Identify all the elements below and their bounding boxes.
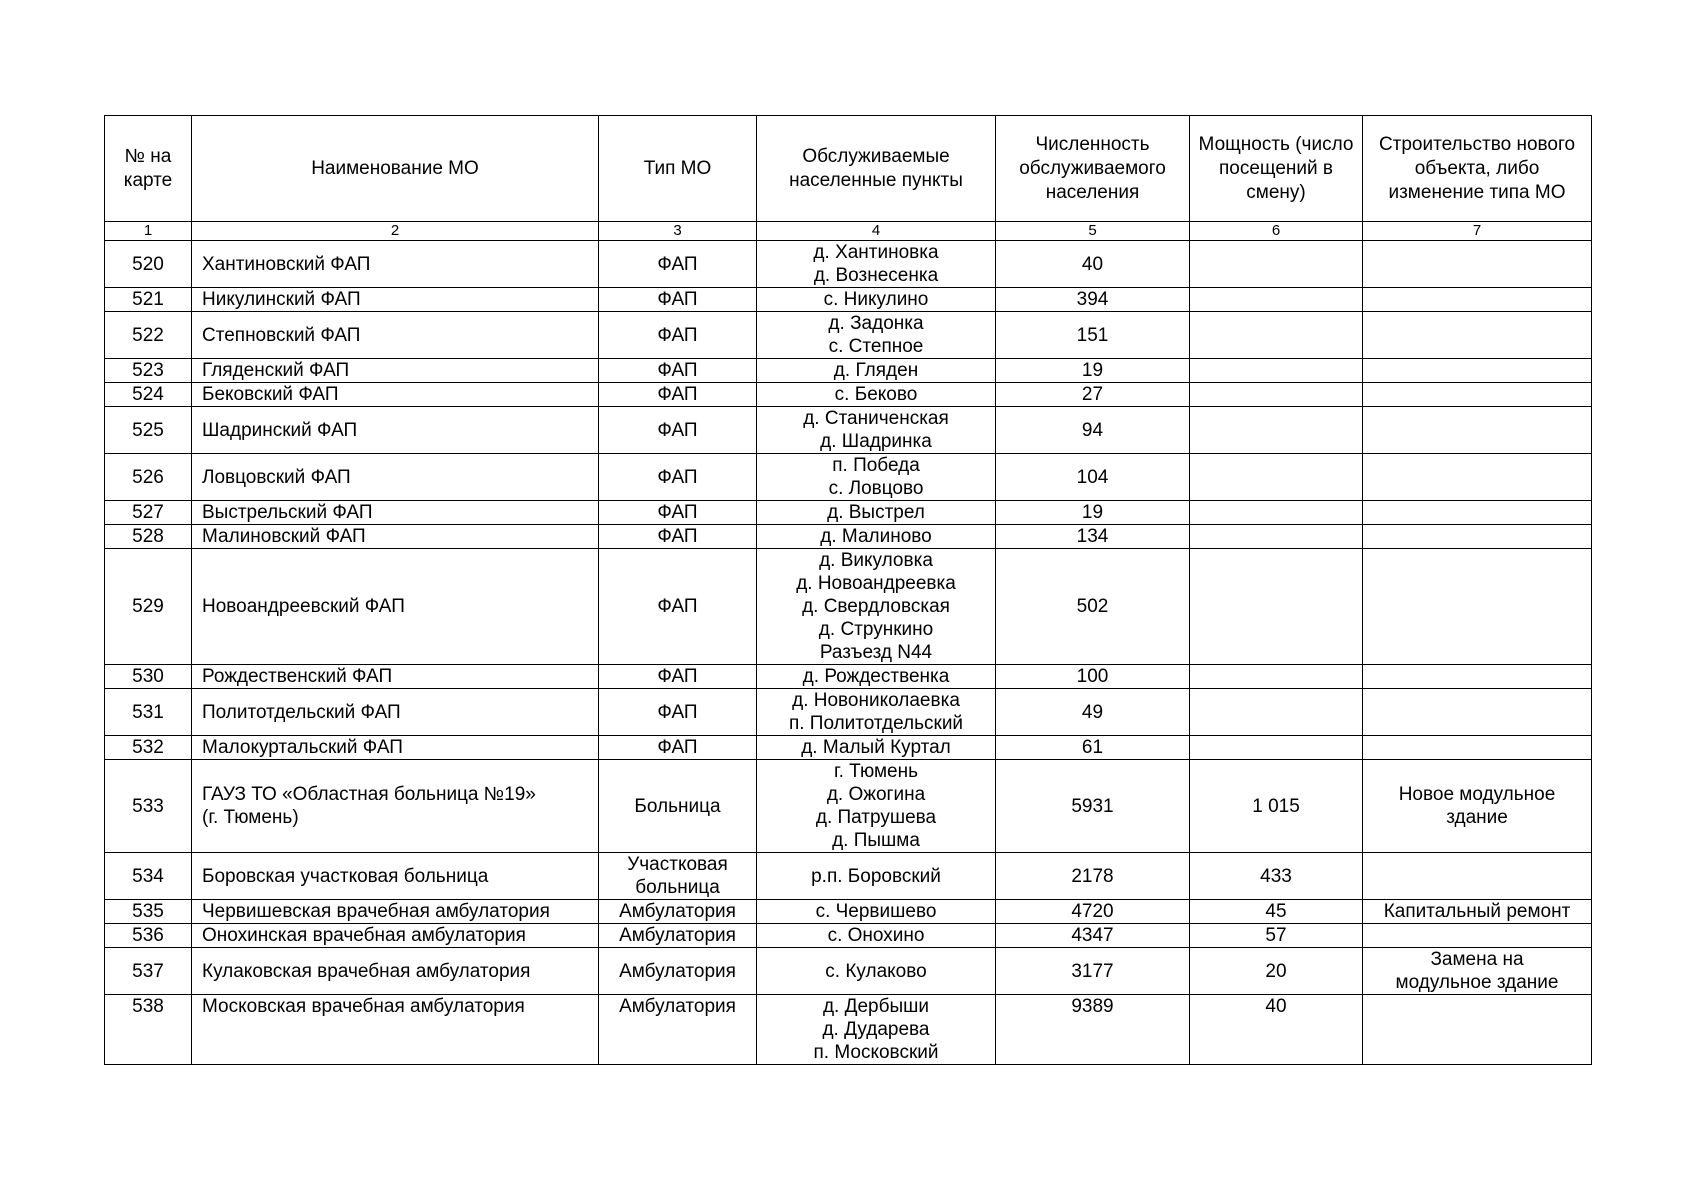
construction-cell — [1363, 853, 1592, 900]
settlement-item: д. Дербыши — [822, 996, 930, 1017]
settlement-item: с. Степное — [828, 336, 924, 357]
population-cell: 502 — [996, 549, 1190, 665]
capacity-cell — [1190, 501, 1363, 525]
mo-type-cell: ФАП — [599, 312, 757, 359]
header-row — [105, 116, 1592, 222]
map-number-cell: 532 — [105, 736, 192, 760]
settlement-item: Разъезд N44 — [819, 642, 933, 663]
settlement-item: с. Ловцово — [828, 478, 924, 499]
settlement-item: д. Гляден — [833, 360, 919, 381]
population-cell: 19 — [996, 501, 1190, 525]
mo-name-cell: Червишевская врачебная амбулатория — [192, 900, 599, 924]
header-capacity: Мощность (число посещений в смену) — [1190, 116, 1363, 222]
settlement-item: д. Стрункино — [818, 619, 934, 640]
mo-name-cell: Московская врачебная амбулатория — [192, 995, 599, 1065]
column-number: 2 — [192, 222, 599, 241]
settlements-cell — [757, 689, 996, 736]
settlement-item: п. Победа — [832, 455, 920, 476]
map-number-cell: 533 — [105, 760, 192, 853]
map-number-cell: 524 — [105, 383, 192, 407]
mo-name-cell: Политотдельский ФАП — [192, 689, 599, 736]
table-row — [105, 525, 1592, 549]
mo-type-cell: Амбулатория — [599, 924, 757, 948]
mo-name-cell: Новоандреевский ФАП — [192, 549, 599, 665]
settlement-item: д. Хантиновка — [813, 242, 939, 263]
table-row — [105, 853, 1592, 900]
table-row — [105, 995, 1592, 1065]
map-number-cell: 525 — [105, 407, 192, 454]
settlements-cell — [757, 359, 996, 383]
map-number-cell: 534 — [105, 853, 192, 900]
construction-cell — [1363, 736, 1592, 760]
population-cell: 4347 — [996, 924, 1190, 948]
settlement-item: г. Тюмень — [834, 761, 918, 782]
settlements-cell — [757, 665, 996, 689]
settlements-cell — [757, 760, 996, 853]
construction-cell: Новое модульное здание — [1363, 760, 1592, 853]
construction-cell — [1363, 312, 1592, 359]
mo-type-cell: Амбулатория — [599, 948, 757, 995]
settlement-item: с. Никулино — [823, 289, 929, 310]
settlement-item: д. Дударева — [822, 1019, 930, 1040]
capacity-cell — [1190, 241, 1363, 288]
capacity-cell — [1190, 383, 1363, 407]
construction-cell — [1363, 549, 1592, 665]
map-number-cell: 536 — [105, 924, 192, 948]
settlement-item: с. Беково — [834, 384, 918, 405]
population-cell: 100 — [996, 665, 1190, 689]
map-number-cell: 522 — [105, 312, 192, 359]
map-number-cell: 527 — [105, 501, 192, 525]
settlements-cell — [757, 288, 996, 312]
mo-type-cell: ФАП — [599, 549, 757, 665]
medical-organizations-table — [104, 115, 1592, 1065]
construction-cell — [1363, 665, 1592, 689]
map-number-cell: 538 — [105, 995, 192, 1065]
construction-cell — [1363, 383, 1592, 407]
table-row — [105, 549, 1592, 665]
capacity-cell — [1190, 549, 1363, 665]
column-number: 4 — [757, 222, 996, 241]
column-number: 7 — [1363, 222, 1592, 241]
mo-name-cell: Малокуртальский ФАП — [192, 736, 599, 760]
settlements-cell — [757, 407, 996, 454]
population-cell: 4720 — [996, 900, 1190, 924]
column-numbers-row — [105, 222, 1592, 241]
settlement-item: д. Шадринка — [820, 431, 932, 452]
table-row — [105, 900, 1592, 924]
column-number: 3 — [599, 222, 757, 241]
settlement-item: с. Червишево — [815, 901, 937, 922]
settlements-cell — [757, 995, 996, 1065]
table-row — [105, 383, 1592, 407]
mo-name-cell: Кулаковская врачебная амбулатория — [192, 948, 599, 995]
mo-type-cell: ФАП — [599, 407, 757, 454]
map-number-cell: 530 — [105, 665, 192, 689]
settlements-cell — [757, 312, 996, 359]
mo-name-cell: ГАУЗ ТО «Областная больница №19» (г. Тюмень) — [192, 760, 599, 853]
mo-name-cell: Ловцовский ФАП — [192, 454, 599, 501]
header-map-number: № на карте — [105, 116, 192, 222]
map-number-cell: 535 — [105, 900, 192, 924]
column-number: 5 — [996, 222, 1190, 241]
population-cell: 151 — [996, 312, 1190, 359]
capacity-cell: 57 — [1190, 924, 1363, 948]
mo-name-cell: Хантиновский ФАП — [192, 241, 599, 288]
population-cell: 19 — [996, 359, 1190, 383]
table-row — [105, 288, 1592, 312]
settlements-cell — [757, 736, 996, 760]
capacity-cell — [1190, 525, 1363, 549]
population-cell: 40 — [996, 241, 1190, 288]
capacity-cell — [1190, 359, 1363, 383]
mo-type-cell: ФАП — [599, 241, 757, 288]
settlement-item: п. Московский — [813, 1042, 939, 1063]
mo-type-cell: ФАП — [599, 383, 757, 407]
mo-type-cell: ФАП — [599, 501, 757, 525]
capacity-cell — [1190, 736, 1363, 760]
table-row — [105, 665, 1592, 689]
settlements-cell — [757, 924, 996, 948]
mo-type-cell: Амбулатория — [599, 995, 757, 1065]
table-row — [105, 359, 1592, 383]
settlement-item: д. Выстрел — [827, 502, 925, 523]
population-cell: 104 — [996, 454, 1190, 501]
construction-cell — [1363, 359, 1592, 383]
settlement-item: п. Политотдельский — [788, 713, 964, 734]
settlement-item: д. Свердловская — [802, 596, 950, 617]
settlement-item: д. Малый Куртал — [801, 737, 951, 758]
mo-type-cell: ФАП — [599, 665, 757, 689]
settlements-cell — [757, 241, 996, 288]
map-number-cell: 529 — [105, 549, 192, 665]
construction-cell — [1363, 525, 1592, 549]
capacity-cell — [1190, 665, 1363, 689]
map-number-cell: 526 — [105, 454, 192, 501]
header-mo-type: Тип МО — [599, 116, 757, 222]
map-number-cell: 528 — [105, 525, 192, 549]
mo-name-cell: Малиновский ФАП — [192, 525, 599, 549]
mo-name-cell: Рождественский ФАП — [192, 665, 599, 689]
population-cell: 3177 — [996, 948, 1190, 995]
settlements-cell — [757, 525, 996, 549]
settlements-cell — [757, 900, 996, 924]
settlement-item: д. Пышма — [832, 830, 920, 851]
table-row — [105, 241, 1592, 288]
population-cell: 9389 — [996, 995, 1190, 1065]
population-cell: 27 — [996, 383, 1190, 407]
mo-name-cell: Гляденский ФАП — [192, 359, 599, 383]
header-population: Численность обслуживаемого населения — [996, 116, 1190, 222]
settlement-item: р.п. Боровский — [811, 865, 941, 887]
settlement-item: д. Станиченская — [803, 408, 949, 429]
capacity-cell: 40 — [1190, 995, 1363, 1065]
map-number-cell: 523 — [105, 359, 192, 383]
population-cell: 61 — [996, 736, 1190, 760]
table-row — [105, 689, 1592, 736]
capacity-cell — [1190, 312, 1363, 359]
mo-type-cell: Участковая больница — [599, 853, 757, 900]
mo-name-cell: Никулинский ФАП — [192, 288, 599, 312]
table-row — [105, 948, 1592, 995]
settlements-cell — [757, 383, 996, 407]
capacity-cell — [1190, 407, 1363, 454]
capacity-cell: 433 — [1190, 853, 1363, 900]
settlement-item: д. Патрушева — [815, 807, 937, 828]
population-cell: 2178 — [996, 853, 1190, 900]
settlement-item: д. Малиново — [820, 526, 932, 547]
mo-type-cell: Амбулатория — [599, 900, 757, 924]
mo-name-cell: Онохинская врачебная амбулатория — [192, 924, 599, 948]
settlement-item: д. Задонка — [828, 313, 924, 334]
mo-name-cell: Боровская участковая больница — [192, 853, 599, 900]
settlements-cell — [757, 853, 996, 900]
settlements-cell — [757, 501, 996, 525]
capacity-cell — [1190, 689, 1363, 736]
column-number: 1 — [105, 222, 192, 241]
capacity-cell: 1 015 — [1190, 760, 1363, 853]
mo-type-cell: Больница — [599, 760, 757, 853]
mo-type-cell: ФАП — [599, 736, 757, 760]
settlement-item: д. Ожогина — [826, 784, 926, 805]
settlement-item: д. Новониколаевка — [792, 690, 960, 711]
construction-cell — [1363, 689, 1592, 736]
column-number: 6 — [1190, 222, 1363, 241]
construction-cell — [1363, 454, 1592, 501]
capacity-cell — [1190, 288, 1363, 312]
header-construction: Строительство нового объекта, либо изменение типа МО — [1363, 116, 1592, 222]
settlements-cell — [757, 549, 996, 665]
mo-name-cell: Выстрельский ФАП — [192, 501, 599, 525]
construction-cell — [1363, 924, 1592, 948]
settlement-item: д. Новоандреевка — [796, 573, 956, 594]
settlement-item: д. Викуловка — [819, 550, 933, 571]
settlement-item: д. Рождественка — [802, 666, 950, 687]
settlements-cell — [757, 948, 996, 995]
settlement-item: с. Кулаково — [825, 960, 927, 982]
mo-type-cell: ФАП — [599, 288, 757, 312]
population-cell: 5931 — [996, 760, 1190, 853]
map-number-cell: 521 — [105, 288, 192, 312]
capacity-cell: 45 — [1190, 900, 1363, 924]
construction-cell: Капитальный ремонт — [1363, 900, 1592, 924]
population-cell: 394 — [996, 288, 1190, 312]
header-settlements: Обслуживаемые населенные пункты — [757, 116, 996, 222]
population-cell: 94 — [996, 407, 1190, 454]
mo-name-cell: Бековский ФАП — [192, 383, 599, 407]
table-row — [105, 736, 1592, 760]
construction-cell — [1363, 995, 1592, 1065]
mo-type-cell: ФАП — [599, 454, 757, 501]
map-number-cell: 520 — [105, 241, 192, 288]
settlement-item: с. Онохино — [827, 925, 925, 946]
construction-cell: Замена на модульное здание — [1363, 948, 1592, 995]
header-mo-name: Наименование МО — [192, 116, 599, 222]
table-row — [105, 454, 1592, 501]
construction-cell — [1363, 407, 1592, 454]
mo-type-cell: ФАП — [599, 359, 757, 383]
mo-type-cell: ФАП — [599, 525, 757, 549]
table-row — [105, 312, 1592, 359]
mo-name-cell: Шадринский ФАП — [192, 407, 599, 454]
population-cell: 134 — [996, 525, 1190, 549]
construction-cell — [1363, 501, 1592, 525]
capacity-cell: 20 — [1190, 948, 1363, 995]
settlements-cell — [757, 454, 996, 501]
mo-type-cell: ФАП — [599, 689, 757, 736]
settlement-item: д. Вознесенка — [813, 265, 939, 286]
population-cell: 49 — [996, 689, 1190, 736]
capacity-cell — [1190, 454, 1363, 501]
table-row — [105, 760, 1592, 853]
construction-cell — [1363, 241, 1592, 288]
construction-cell — [1363, 288, 1592, 312]
table-row — [105, 924, 1592, 948]
table-row — [105, 407, 1592, 454]
map-number-cell: 531 — [105, 689, 192, 736]
table-row — [105, 501, 1592, 525]
map-number-cell: 537 — [105, 948, 192, 995]
mo-name-cell: Степновский ФАП — [192, 312, 599, 359]
